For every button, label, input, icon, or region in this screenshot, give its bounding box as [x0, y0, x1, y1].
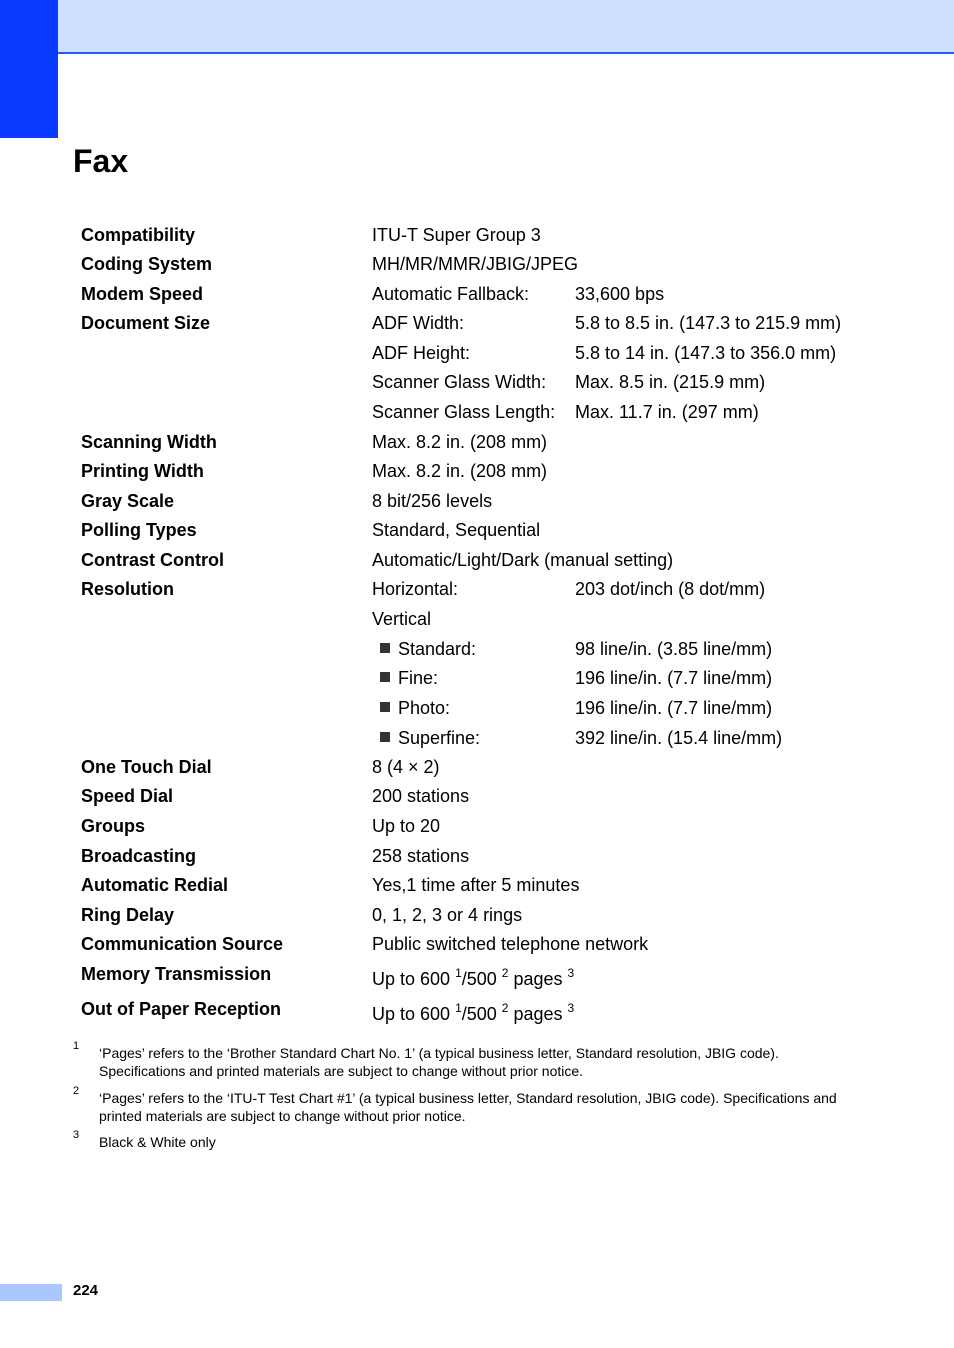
spec-value: Max. 8.2 in. (208 mm) — [372, 432, 548, 452]
spec-row-broadcasting — [0, 845, 954, 875]
spec-value: Standard, Sequential — [372, 520, 541, 540]
spec-value: Up to 20 — [372, 816, 441, 836]
spec-key: ADF Width: — [372, 313, 465, 333]
spec-row-document-size — [0, 312, 954, 342]
spec-value: 5.8 to 8.5 in. (147.3 to 215.9 mm) — [575, 313, 842, 333]
chapter-tab — [0, 0, 58, 138]
spec-label: Speed Dial — [81, 786, 174, 806]
spec-row-res-fine — [0, 667, 954, 697]
header-band — [0, 0, 954, 54]
spec-value: 196 line/in. (7.7 line/mm) — [575, 698, 773, 718]
spec-row-vertical — [0, 608, 954, 638]
spec-row-contrast-control — [0, 549, 954, 579]
page-title: Fax — [73, 143, 129, 179]
spec-value: 258 stations — [372, 846, 470, 866]
spec-value: 98 line/in. (3.85 line/mm) — [575, 639, 773, 659]
spec-value: 8 (4 × 2) — [372, 757, 440, 777]
spec-key: Automatic Fallback: — [372, 284, 530, 304]
footer-band — [0, 1284, 62, 1301]
spec-row-res-superfine — [0, 727, 954, 757]
spec-label: Printing Width — [81, 461, 204, 481]
spec-value: ITU-T Super Group 3 — [372, 225, 541, 245]
spec-row-compatibility — [0, 224, 954, 254]
spec-value: Up to 600 $^1$/500 $^2$ pages $^3$ — [372, 966, 575, 989]
spec-label: Scanning Width — [81, 432, 217, 452]
spec-row-res-standard — [0, 638, 954, 668]
spec-row-ring-delay — [0, 904, 954, 934]
spec-value: 5.8 to 14 in. (147.3 to 356.0 mm) — [575, 343, 837, 363]
spec-label: Compatibility — [81, 225, 196, 245]
spec-value: 203 dot/inch (8 dot/mm) — [575, 579, 766, 599]
spec-label: Out of Paper Reception — [81, 999, 282, 1019]
spec-value: Up to 600 $^1$/500 $^2$ pages $^3$ — [372, 1001, 575, 1024]
spec-value: Max. 11.7 in. (297 mm) — [575, 402, 759, 422]
spec-row-printing-width — [0, 460, 954, 490]
spec-label: Document Size — [81, 313, 211, 333]
spec-key-text: Photo: — [398, 698, 451, 718]
spec-value: Yes,1 time after 5 minutes — [372, 875, 580, 895]
spec-label: Contrast Control — [81, 550, 224, 570]
spec-value: Max. 8.2 in. (208 mm) — [372, 461, 548, 481]
footnote-ref: 3 — [567, 966, 575, 980]
spec-key: Horizontal: — [372, 579, 459, 599]
spec-label: Communication Source — [81, 934, 284, 954]
spec-value: Automatic/Light/Dark (manual setting) — [372, 550, 674, 570]
square-bullet-icon — [380, 643, 390, 653]
footnote-ref: 3 — [567, 1001, 575, 1015]
spec-label: Memory Transmission — [81, 964, 272, 984]
footnote-ref: 2 — [501, 966, 509, 980]
spec-value: 8 bit/256 levels — [372, 491, 493, 511]
spec-key — [380, 638, 476, 660]
spec-key: Scanner Glass Length: — [372, 402, 556, 422]
spec-value: 33,600 bps — [575, 284, 665, 304]
spec-value: 200 stations — [372, 786, 470, 806]
spec-key — [380, 697, 450, 719]
spec-label: Polling Types — [81, 520, 197, 540]
spec-row-coding-system — [0, 253, 954, 283]
spec-value: MH/MR/MMR/JBIG/JPEG — [372, 254, 578, 274]
footnote-ref: 1 — [455, 1001, 462, 1015]
spec-key: ADF Height: — [372, 343, 471, 363]
footnote-ref: 1 — [455, 966, 462, 980]
footnote-number: 3 — [73, 1129, 80, 1141]
spec-row-glass-width — [0, 371, 954, 401]
spec-label: Ring Delay — [81, 905, 175, 925]
spec-label: Modem Speed — [81, 284, 204, 304]
footnote-ref: 2 — [501, 1001, 509, 1015]
spec-label: Groups — [81, 816, 146, 836]
footnote-text: ‘Pages’ refers to the ‘Brother Standard Chart No. 1’ (a typical business letter, Standard resolution, JBIG code). Specifications and printed materials are subject to change without prior notice. — [99, 1045, 779, 1079]
spec-label: Gray Scale — [81, 491, 175, 511]
square-bullet-icon — [380, 672, 390, 682]
spec-row-gray-scale — [0, 490, 954, 520]
spec-row-groups — [0, 815, 954, 845]
spec-value: 0, 1, 2, 3 or 4 rings — [372, 905, 523, 925]
spec-row-speed-dial — [0, 785, 954, 815]
spec-row-automatic-redial — [0, 874, 954, 904]
spec-key-text: Standard: — [398, 639, 477, 659]
spec-row-adf-height — [0, 342, 954, 372]
spec-value: 392 line/in. (15.4 line/mm) — [575, 728, 783, 748]
footnote-text: Black & White only — [99, 1134, 216, 1150]
page-number: 224 — [73, 1282, 99, 1299]
spec-label: Resolution — [81, 579, 174, 599]
spec-key: Scanner Glass Width: — [372, 372, 547, 392]
spec-row-glass-length — [0, 401, 954, 431]
spec-key — [380, 667, 438, 689]
spec-row-communication-source — [0, 933, 954, 963]
spec-row-modem-speed — [0, 283, 954, 313]
footnote-number: 1 — [73, 1040, 80, 1052]
spec-row-one-touch-dial — [0, 756, 954, 786]
spec-key — [380, 727, 480, 749]
spec-row-resolution — [0, 578, 954, 608]
spec-value: Public switched telephone network — [372, 934, 649, 954]
spec-label: Automatic Redial — [81, 875, 229, 895]
square-bullet-icon — [380, 732, 390, 742]
spec-value: Max. 8.5 in. (215.9 mm) — [575, 372, 766, 392]
spec-key: Vertical — [372, 609, 432, 629]
spec-value: 196 line/in. (7.7 line/mm) — [575, 668, 773, 688]
footnote-text: ‘Pages’ refers to the ‘ITU-T Test Chart #1’ (a typical business letter, Standard resolution, JBIG code). Specifications and printed materials are subject to change without prior notice. — [99, 1090, 837, 1124]
footnote-number: 2 — [73, 1085, 80, 1097]
square-bullet-icon — [380, 702, 390, 712]
spec-row-memory-transmission — [0, 963, 954, 993]
spec-row-polling-types — [0, 519, 954, 549]
spec-row-scanning-width — [0, 431, 954, 461]
spec-row-out-of-paper-reception — [0, 998, 954, 1028]
spec-key-text: Fine: — [398, 668, 439, 688]
spec-label: Broadcasting — [81, 846, 197, 866]
spec-key-text: Superfine: — [398, 728, 481, 748]
spec-row-res-photo — [0, 697, 954, 727]
spec-label: One Touch Dial — [81, 757, 212, 777]
spec-label: Coding System — [81, 254, 213, 274]
